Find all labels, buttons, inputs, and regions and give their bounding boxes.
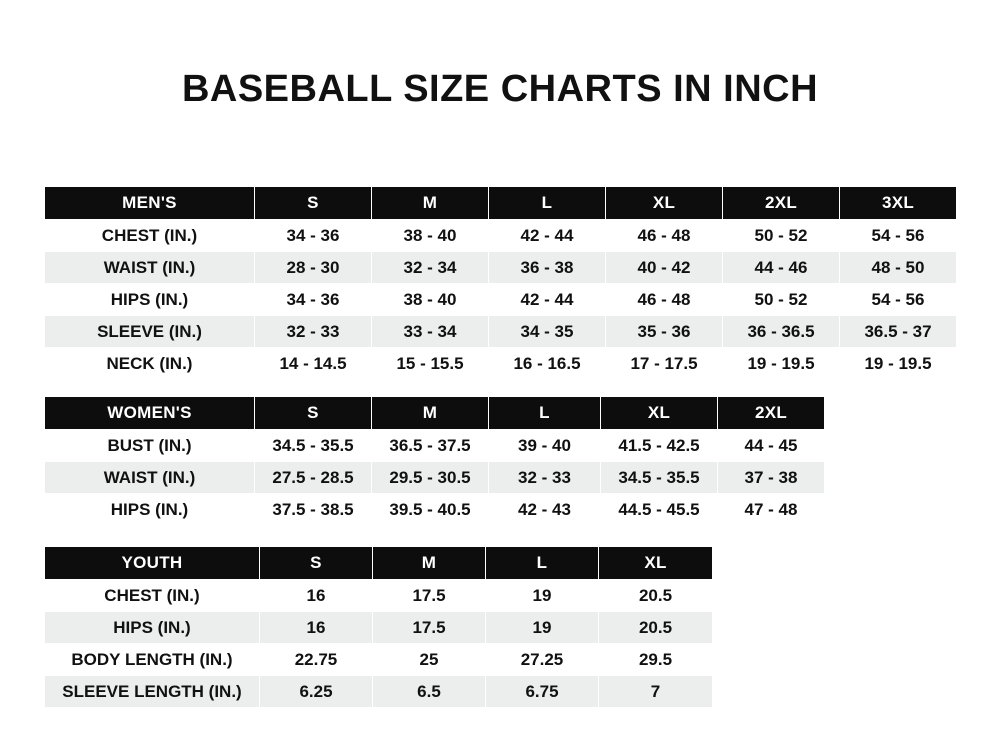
cell: 19 - 19.5 [840,348,957,380]
cell: 34.5 - 35.5 [601,462,718,494]
cell: 32 - 33 [255,316,372,348]
mens-header-3xl: 3XL [840,187,957,220]
cell: 29.5 - 30.5 [372,462,489,494]
table-row [45,220,957,252]
cell: 34.5 - 35.5 [255,430,372,462]
cell: 32 - 33 [489,462,601,494]
mens-header-xl: XL [606,187,723,220]
cell: 37 - 38 [718,462,825,494]
table-row [45,348,957,380]
youth-header-l: L [486,547,599,580]
cell: 36.5 - 37.5 [372,430,489,462]
cell: 19 [486,580,599,612]
cell: 36.5 - 37 [840,316,957,348]
table-row [45,430,825,462]
row-label: WAIST (IN.) [45,252,255,284]
row-label: HIPS (IN.) [45,284,255,316]
cell: 50 - 52 [723,284,840,316]
cell: 38 - 40 [372,220,489,252]
row-label: WAIST (IN.) [45,462,255,494]
cell: 44 - 46 [723,252,840,284]
womens-header-xl: XL [601,397,718,430]
row-label: BODY LENGTH (IN.) [45,644,260,676]
cell: 7 [599,676,713,708]
cell: 54 - 56 [840,284,957,316]
womens-header-l: L [489,397,601,430]
cell: 47 - 48 [718,494,825,526]
womens-size-chart [44,396,825,526]
cell: 42 - 44 [489,220,606,252]
cell: 35 - 36 [606,316,723,348]
cell: 29.5 [599,644,713,676]
womens-header-s: S [255,397,372,430]
mens-chart-header-row [45,187,957,220]
mens-header-s: S [255,187,372,220]
mens-header-l: L [489,187,606,220]
cell: 50 - 52 [723,220,840,252]
womens-header-m: M [372,397,489,430]
table-row [45,284,957,316]
youth-header-s: S [260,547,373,580]
row-label: HIPS (IN.) [45,494,255,526]
table-row [45,612,713,644]
cell: 6.5 [373,676,486,708]
cell: 16 [260,612,373,644]
cell: 46 - 48 [606,284,723,316]
table-row [45,462,825,494]
youth-header-xl: XL [599,547,713,580]
cell: 6.25 [260,676,373,708]
cell: 39.5 - 40.5 [372,494,489,526]
cell: 33 - 34 [372,316,489,348]
cell: 42 - 43 [489,494,601,526]
cell: 20.5 [599,580,713,612]
table-row [45,252,957,284]
cell: 54 - 56 [840,220,957,252]
cell: 20.5 [599,612,713,644]
row-label: NECK (IN.) [45,348,255,380]
cell: 40 - 42 [606,252,723,284]
row-label: BUST (IN.) [45,430,255,462]
cell: 32 - 34 [372,252,489,284]
cell: 27.5 - 28.5 [255,462,372,494]
cell: 44 - 45 [718,430,825,462]
cell: 19 - 19.5 [723,348,840,380]
table-row [45,676,713,708]
cell: 16 - 16.5 [489,348,606,380]
cell: 6.75 [486,676,599,708]
row-label: SLEEVE LENGTH (IN.) [45,676,260,708]
cell: 25 [373,644,486,676]
mens-header-m: M [372,187,489,220]
cell: 19 [486,612,599,644]
youth-chart-header-row [45,547,713,580]
cell: 36 - 38 [489,252,606,284]
cell: 14 - 14.5 [255,348,372,380]
cell: 34 - 35 [489,316,606,348]
womens-chart-header-row [45,397,825,430]
cell: 44.5 - 45.5 [601,494,718,526]
cell: 34 - 36 [255,284,372,316]
youth-header-category: YOUTH [45,547,260,580]
cell: 27.25 [486,644,599,676]
table-row [45,494,825,526]
cell: 39 - 40 [489,430,601,462]
row-label: CHEST (IN.) [45,580,260,612]
cell: 22.75 [260,644,373,676]
row-label: SLEEVE (IN.) [45,316,255,348]
womens-header-category: WOMEN'S [45,397,255,430]
cell: 36 - 36.5 [723,316,840,348]
mens-size-chart [44,186,957,380]
row-label: HIPS (IN.) [45,612,260,644]
cell: 41.5 - 42.5 [601,430,718,462]
cell: 16 [260,580,373,612]
page-title: BASEBALL SIZE CHARTS IN INCH [181,68,819,110]
mens-header-2xl: 2XL [723,187,840,220]
cell: 37.5 - 38.5 [255,494,372,526]
cell: 34 - 36 [255,220,372,252]
cell: 17 - 17.5 [606,348,723,380]
cell: 17.5 [373,612,486,644]
youth-size-chart [44,546,713,708]
cell: 17.5 [373,580,486,612]
womens-header-2xl: 2XL [718,397,825,430]
cell: 38 - 40 [372,284,489,316]
table-row [45,580,713,612]
cell: 48 - 50 [840,252,957,284]
cell: 46 - 48 [606,220,723,252]
table-row [45,644,713,676]
mens-header-category: MEN'S [45,187,255,220]
cell: 42 - 44 [489,284,606,316]
table-row [45,316,957,348]
row-label: CHEST (IN.) [45,220,255,252]
cell: 15 - 15.5 [372,348,489,380]
youth-header-m: M [373,547,486,580]
cell: 28 - 30 [255,252,372,284]
